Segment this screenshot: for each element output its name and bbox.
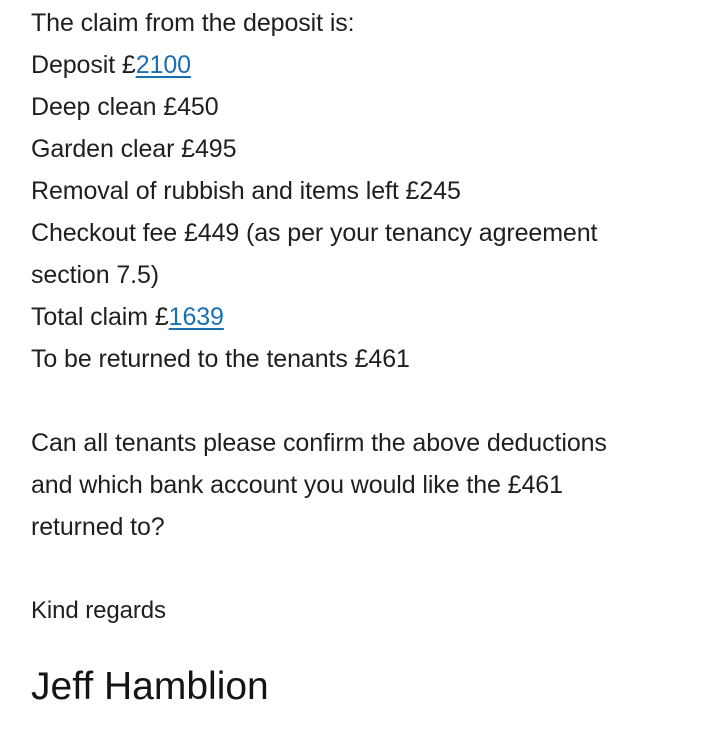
question-line-2: and which bank account you would like the £461 bbox=[31, 471, 563, 499]
deposit-line bbox=[31, 44, 701, 86]
total-claim-label: Total claim £ bbox=[31, 303, 169, 331]
question-paragraph bbox=[31, 422, 701, 548]
checkout-fee-line-1: Checkout fee £449 (as per your tenancy agreement bbox=[31, 219, 598, 247]
question-line-1: Can all tenants please confirm the above deductions bbox=[31, 429, 607, 457]
total-claim-amount-link[interactable]: 1639 bbox=[168, 303, 224, 331]
total-claim-line bbox=[31, 296, 701, 338]
signature-name: Jeff Hamblion bbox=[31, 665, 269, 708]
closing-regards: Kind regards bbox=[31, 597, 166, 624]
checkout-fee-line-2: section 7.5) bbox=[31, 261, 160, 289]
intro-text: The claim from the deposit is: bbox=[31, 9, 355, 37]
removal-line: Removal of rubbish and items left £245 bbox=[31, 177, 461, 205]
question-line-3: returned to? bbox=[31, 513, 165, 541]
message-body bbox=[31, 0, 701, 711]
deep-clean-line: Deep clean £450 bbox=[31, 93, 219, 121]
deposit-label: Deposit £ bbox=[31, 51, 136, 79]
deposit-amount-link[interactable]: 2100 bbox=[135, 51, 191, 79]
returned-amount-line: To be returned to the tenants £461 bbox=[31, 345, 410, 373]
garden-clear-line: Garden clear £495 bbox=[31, 135, 237, 163]
